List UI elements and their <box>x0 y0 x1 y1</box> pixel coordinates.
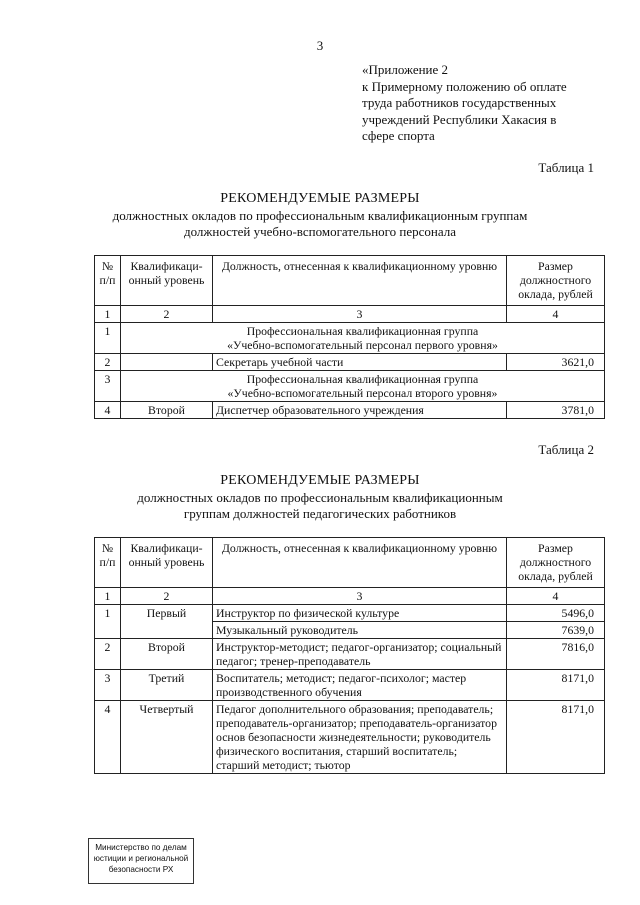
table2-label: Таблица 2 <box>538 442 594 457</box>
row-salary: 3621,0 <box>507 354 605 371</box>
table-header-row <box>95 256 605 306</box>
row-level: Второй <box>121 402 213 419</box>
stamp-line: Министерство по делам <box>95 843 187 852</box>
row-num: 3 <box>95 670 121 701</box>
table1 <box>94 255 605 419</box>
row-level: Первый <box>121 605 213 639</box>
row-num: 1 <box>95 323 121 354</box>
header-salary: Размер должностного оклада, рублей <box>507 538 605 588</box>
table2-heading <box>0 472 640 522</box>
row-position: Диспетчер образовательного учреждения <box>213 402 507 419</box>
index-cell: 1 <box>95 306 121 323</box>
index-cell: 2 <box>121 588 213 605</box>
appendix-line: к Примерному положению об оплате <box>362 78 567 94</box>
group-title-line: Профессиональная квалификационная группа <box>246 372 479 386</box>
table-row <box>95 670 605 701</box>
group-title <box>121 371 605 402</box>
table1-subtitle-line: должностных окладов по профессиональным квалификационным группам <box>112 208 528 223</box>
group-title-line: Профессиональная квалификационная группа <box>246 324 479 338</box>
appendix-line: «Приложение 2 <box>362 62 449 77</box>
header-level: Квалификаци-онный уровень <box>121 538 213 588</box>
row-num: 4 <box>95 701 121 774</box>
table2-subtitle-line: группам должностей педагогических работников <box>183 506 457 521</box>
header-num: № п/п <box>95 538 121 588</box>
table1-subtitle-line: должностей учебно-вспомогательного персонала <box>183 224 457 239</box>
index-cell: 2 <box>121 306 213 323</box>
index-cell: 4 <box>507 306 605 323</box>
table1-heading <box>0 190 640 240</box>
table-row <box>95 639 605 670</box>
table-index-row <box>95 588 605 605</box>
row-salary: 5496,0 <box>507 605 605 622</box>
page-number: 3 <box>316 38 324 53</box>
stamp-line: юстиции и региональной <box>93 854 189 863</box>
table2-title: РЕКОМЕНДУЕМЫЕ РАЗМЕРЫ <box>220 473 420 488</box>
table-index-row <box>95 306 605 323</box>
header-num: № п/п <box>95 256 121 306</box>
table2 <box>94 537 605 774</box>
row-salary: 8171,0 <box>507 670 605 701</box>
row-num: 1 <box>95 605 121 639</box>
row-num: 2 <box>95 639 121 670</box>
row-position: Инструктор-методист; педагог-организатор; социальный педагог; тренер-преподаватель <box>213 639 507 670</box>
row-level: Третий <box>121 670 213 701</box>
row-level <box>121 354 213 371</box>
row-level: Второй <box>121 639 213 670</box>
appendix-line: труда работников государственных <box>362 95 557 110</box>
table-row <box>95 354 605 371</box>
row-position: Инструктор по физической культуре <box>213 605 507 622</box>
row-position: Секретарь учебной части <box>213 354 507 371</box>
group-title-line: «Учебно-вспомогательный персонал второго уровня» <box>227 386 498 400</box>
table2-subtitle-line: должностных окладов по профессиональным квалификационным <box>137 490 503 505</box>
header-position: Должность, отнесенная к квалификационному уровню <box>213 538 507 588</box>
table-row <box>95 701 605 774</box>
table-row <box>95 323 605 354</box>
row-salary: 7639,0 <box>507 622 605 639</box>
table1-label: Таблица 1 <box>538 160 594 175</box>
appendix-line: учреждений Республики Хакасия в <box>362 111 557 127</box>
index-cell: 3 <box>213 588 507 605</box>
table-row <box>95 371 605 402</box>
index-cell: 3 <box>213 306 507 323</box>
table-header-row <box>95 538 605 588</box>
table-row <box>95 402 605 419</box>
stamp-line: безопасности РХ <box>108 865 174 874</box>
row-position: Музыкальный руководитель <box>213 622 507 639</box>
row-level: Четвертый <box>121 701 213 774</box>
row-num: 4 <box>95 402 121 419</box>
index-cell: 1 <box>95 588 121 605</box>
row-salary: 3781,0 <box>507 402 605 419</box>
row-num: 2 <box>95 354 121 371</box>
group-title <box>121 323 605 354</box>
header-salary: Размер должностного оклада, рублей <box>507 256 605 306</box>
row-position: Воспитатель; методист; педагог-психолог; мастер производственного обучения <box>213 670 507 701</box>
index-cell: 4 <box>507 588 605 605</box>
row-salary: 7816,0 <box>507 639 605 670</box>
appendix-line: сфере спорта <box>362 128 435 143</box>
header-level: Квалификаци-онный уровень <box>121 256 213 306</box>
appendix-header <box>362 62 632 145</box>
row-salary: 8171,0 <box>507 701 605 774</box>
table-row <box>95 605 605 622</box>
header-position: Должность, отнесенная к квалификационному уровню <box>213 256 507 306</box>
ministry-stamp <box>88 838 194 884</box>
row-num: 3 <box>95 371 121 402</box>
table1-title: РЕКОМЕНДУЕМЫЕ РАЗМЕРЫ <box>220 191 420 206</box>
group-title-line: «Учебно-вспомогательный персонал первого уровня» <box>227 338 498 352</box>
row-position: Педагог дополнительного образования; преподаватель; преподаватель-организатор; преподаватель-организатор основ безопасности жизнедеятельности; руководитель физического воспитания, старший воспитатель; старший методист; тьютор <box>213 701 507 774</box>
